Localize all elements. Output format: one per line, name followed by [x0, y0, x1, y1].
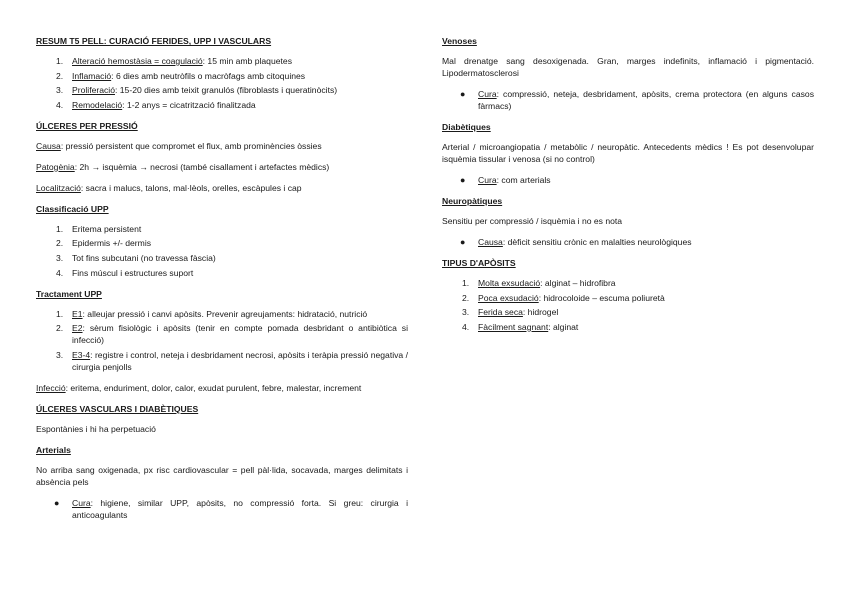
list-item: 4. Fàcilment sagnant: alginat: [462, 321, 579, 332]
document-title: RESUM T5 PELL: CURACIÓ FERIDES, UPP I VASCULARS: [36, 36, 272, 46]
arterials-bullet-list: [36, 497, 408, 521]
healing-phases-list: [36, 55, 408, 111]
list-item: 3. E3-4: registre i control, neteja i desbridament necrosi, apòsits i teràpia pressió negativa / cirurgia penjolls: [56, 349, 408, 372]
bullet-icon: ●: [460, 89, 466, 99]
list-item: 1. E1: alleujar pressió i canvi apòsits. Prevenir agreujaments: hidratació, nutrició: [56, 308, 368, 319]
list-item: 2. Inflamació: 6 dies amb neutròfils o macròfags amb citoquines: [56, 70, 306, 81]
subheading-neuropatiques: Neuropàtiques: [442, 196, 503, 206]
bullet-icon: ●: [460, 237, 466, 247]
paragraph-patogenia: Patogènia: 2h → isquèmia → necrosi (també cisallament i artefactes mèdics): [36, 161, 330, 172]
list-item: 3. Tot fins subcutani (no travessa fàscia): [56, 252, 216, 263]
list-item: ● Cura: compressió, neteja, desbridament, apòsits, crema protectora (en alguns casos fàrmacs): [460, 89, 814, 111]
subheading-arterials: Arterials: [36, 444, 71, 455]
list-item: 3. Proliferació: 15-20 dies amb teixit granulós (fibroblasts i queratinòcits): [56, 85, 338, 96]
list-item: 3. Ferida seca: hidrogel: [462, 307, 559, 318]
diabetiques-bullet-list: [442, 174, 814, 186]
section-heading-aposits: TIPUS D'APÒSITS: [442, 258, 516, 268]
paragraph-localitzacio: Localització: sacra i malucs, talons, mal·lèols, orelles, escàpules i cap: [36, 182, 302, 193]
left-column: [36, 35, 408, 530]
paragraph-neuropatiques: Sensitiu per compressió / isquèmia i no es nota: [442, 216, 623, 226]
list-item: ● Cura: higiene, similar UPP, apòsits, no compressió forta. Si greu: cirurgia i anticoagulants: [54, 497, 408, 520]
bullet-icon: ●: [460, 175, 466, 185]
paragraph-infeccio: Infecció: eritema, enduriment, dolor, calor, exudat purulent, febre, malestar, increment: [36, 382, 362, 393]
subheading-diabetiques: Diabètiques: [442, 122, 491, 132]
subheading-venoses: Venoses: [442, 36, 477, 46]
paragraph-diabetiques: Arterial / microangiopatia / metabòlic / neuropàtic. Antecedents mèdics ! Es pot desenvolupar isquèmia tissular i venosa (si no control): [442, 142, 814, 164]
venoses-bullet-list: [442, 88, 814, 112]
list-item: 2. Poca exsudació: hidrocoloide – escuma poliuretà: [462, 292, 665, 303]
paragraph-arterials: No arriba sang oxigenada, px risc cardiovascular = pell pàl·lida, socavada, marges delimitats i absència pels: [36, 464, 408, 487]
list-item: 2. E2: sèrum fisiològic i apòsits (tenir en compte pomada desbridant o antibiòtica si infecció): [56, 323, 408, 346]
list-item: ● Causa: dèficit sensitiu crònic en malalties neurològiques: [460, 237, 692, 247]
list-item: 4. Fins múscul i estructures suport: [56, 267, 194, 278]
list-item: 1. Alteració hemostàsia = coagulació: 15 min amb plaquetes: [56, 56, 292, 66]
neuropatiques-bullet-list: [442, 236, 814, 248]
list-item: 2. Epidermis +/- dermis: [56, 238, 152, 249]
bullet-icon: ●: [54, 497, 60, 508]
list-item: 4. Remodelació: 1-2 anys = cicatrització finalitzada: [56, 99, 256, 110]
dressings-list: [442, 277, 814, 333]
subheading-classificacio: Classificació UPP: [36, 203, 109, 214]
classification-list: [36, 223, 408, 279]
right-column: [442, 35, 814, 342]
paragraph-venoses: Mal drenatge sang desoxigenada. Gran, marges indefinits, inflamació i pigmentació. Lipodermatosclerosi: [442, 56, 814, 78]
list-item: 1. Eritema persistent: [56, 223, 142, 234]
list-item: ● Cura: com arterials: [460, 175, 551, 185]
subheading-tractament: Tractament UPP: [36, 288, 102, 299]
section-heading-vasculars: ÚLCERES VASCULARS I DIABÈTIQUES: [36, 403, 199, 414]
paragraph-causa: Causa: pressió persistent que compromet el flux, amb prominències òssies: [36, 140, 322, 151]
section-heading-upp: ÚLCERES PER PRESSIÓ: [36, 120, 138, 131]
list-item: 1. Molta exsudació: alginat – hidrofibra: [462, 278, 616, 288]
paragraph-vasculars: Espontànies i hi ha perpetuació: [36, 423, 156, 434]
treatment-list: [36, 308, 408, 373]
